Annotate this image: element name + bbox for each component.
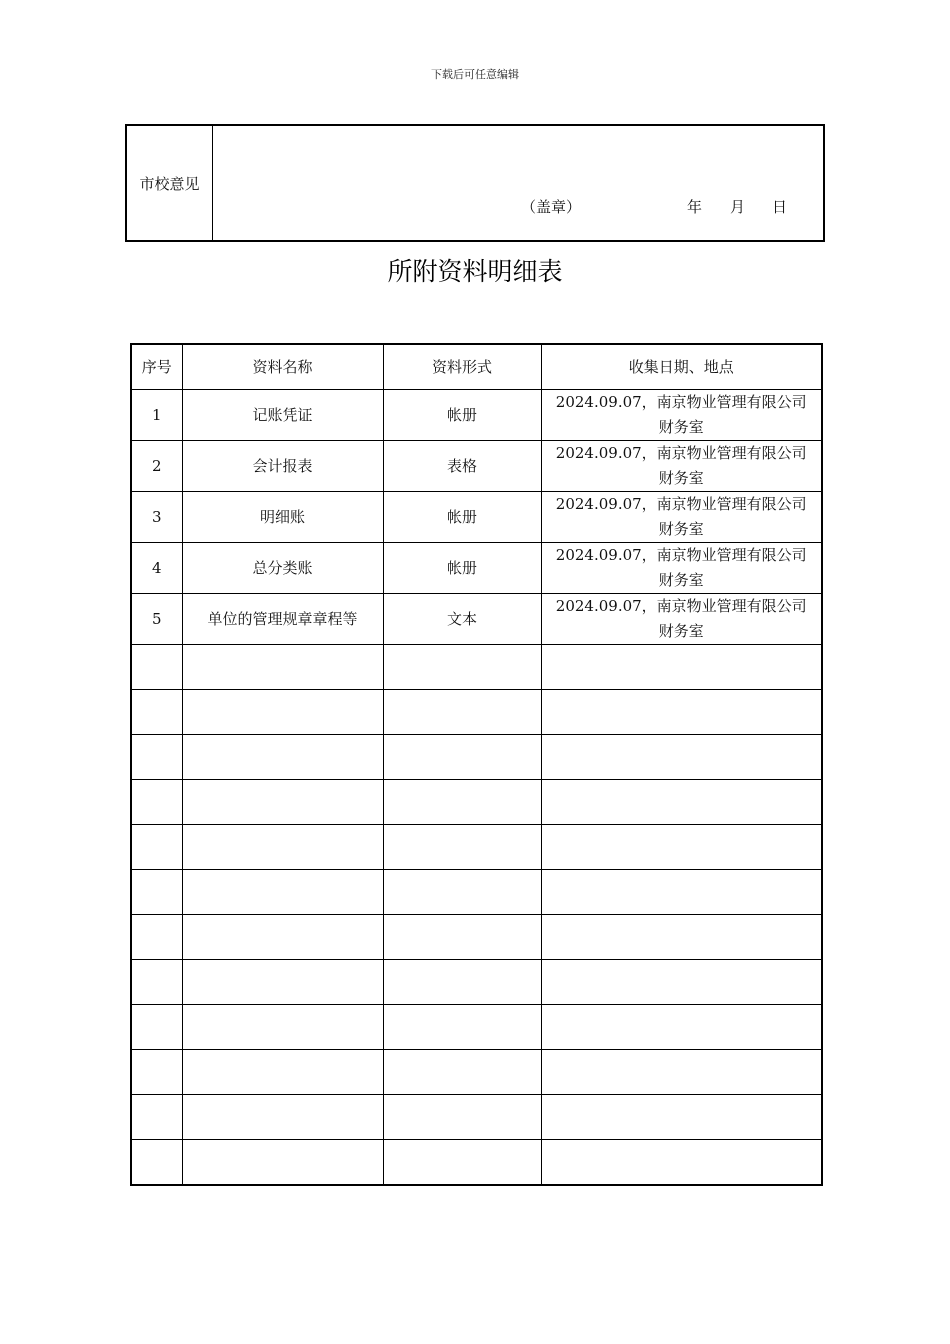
blank-row — [131, 1095, 822, 1140]
blank-cell — [541, 1005, 822, 1050]
place-line2: 财务室 — [658, 418, 704, 436]
cell-date-place — [541, 492, 822, 543]
blank-cell — [182, 690, 383, 735]
cell-date-place — [541, 543, 822, 594]
blank-cell — [541, 1140, 822, 1186]
blank-cell — [541, 690, 822, 735]
cell-form: 帐册 — [383, 390, 541, 441]
blank-row — [131, 1140, 822, 1186]
blank-cell — [383, 915, 541, 960]
cell-name: 记账凭证 — [182, 390, 383, 441]
blank-cell — [383, 825, 541, 870]
cell-date-place — [541, 594, 822, 645]
place-line2: 财务室 — [658, 469, 704, 487]
cell-no: 5 — [131, 594, 182, 645]
blank-cell — [383, 960, 541, 1005]
table-row — [131, 492, 822, 543]
cell-name: 明细账 — [182, 492, 383, 543]
cell-no: 1 — [131, 390, 182, 441]
cell-name: 会计报表 — [182, 441, 383, 492]
cell-date-place — [541, 390, 822, 441]
blank-cell — [131, 960, 182, 1005]
header-no: 序号 — [131, 344, 182, 390]
table-header-row — [131, 344, 822, 390]
header-form: 资料形式 — [383, 344, 541, 390]
blank-cell — [131, 870, 182, 915]
blank-cell — [182, 645, 383, 690]
blank-cell — [131, 1095, 182, 1140]
cell-no: 2 — [131, 441, 182, 492]
place-line2: 财务室 — [658, 571, 704, 589]
place-line1: 2024.09.07，南京物业管理有限公司 — [555, 393, 807, 411]
opinion-label: 市校意见 — [127, 126, 213, 240]
header-name: 资料名称 — [182, 344, 383, 390]
blank-cell — [383, 780, 541, 825]
blank-cell — [131, 735, 182, 780]
blank-cell — [541, 1095, 822, 1140]
cell-form: 文本 — [383, 594, 541, 645]
blank-row — [131, 915, 822, 960]
blank-cell — [383, 690, 541, 735]
blank-cell — [541, 870, 822, 915]
blank-cell — [131, 1005, 182, 1050]
cell-form: 帐册 — [383, 492, 541, 543]
place-line1: 2024.09.07，南京物业管理有限公司 — [555, 444, 807, 462]
blank-cell — [182, 780, 383, 825]
blank-cell — [541, 960, 822, 1005]
blank-cell — [131, 825, 182, 870]
cell-name: 单位的管理规章章程等 — [182, 594, 383, 645]
header-date-place: 收集日期、地点 — [541, 344, 822, 390]
blank-row — [131, 690, 822, 735]
month-label: 月 — [730, 198, 746, 216]
blank-row — [131, 1050, 822, 1095]
blank-cell — [131, 780, 182, 825]
blank-cell — [541, 1050, 822, 1095]
blank-cell — [131, 915, 182, 960]
blank-cell — [541, 825, 822, 870]
blank-cell — [131, 1050, 182, 1095]
page-title: 所附资料明细表 — [387, 257, 563, 286]
blank-cell — [131, 1140, 182, 1186]
header-note: 下载后可任意编辑 — [431, 68, 519, 81]
cell-form: 表格 — [383, 441, 541, 492]
blank-row — [131, 960, 822, 1005]
blank-cell — [541, 780, 822, 825]
blank-cell — [182, 1005, 383, 1050]
blank-cell — [182, 735, 383, 780]
place-line1: 2024.09.07，南京物业管理有限公司 — [555, 597, 807, 615]
blank-cell — [541, 735, 822, 780]
blank-row — [131, 645, 822, 690]
cell-name: 总分类账 — [182, 543, 383, 594]
place-line2: 财务室 — [658, 622, 704, 640]
blank-cell — [541, 645, 822, 690]
place-line1: 2024.09.07，南京物业管理有限公司 — [555, 546, 807, 564]
table-row — [131, 441, 822, 492]
blank-row — [131, 825, 822, 870]
seal-text: （盖章） — [521, 198, 582, 216]
blank-cell — [182, 1095, 383, 1140]
blank-row — [131, 735, 822, 780]
blank-cell — [383, 1095, 541, 1140]
blank-cell — [383, 1140, 541, 1186]
blank-cell — [131, 645, 182, 690]
blank-cell — [383, 645, 541, 690]
blank-row — [131, 1005, 822, 1050]
cell-no: 4 — [131, 543, 182, 594]
blank-cell — [383, 870, 541, 915]
opinion-box — [125, 124, 825, 242]
blank-cell — [383, 735, 541, 780]
blank-cell — [182, 870, 383, 915]
cell-no: 3 — [131, 492, 182, 543]
place-line2: 财务室 — [658, 520, 704, 538]
table-row — [131, 594, 822, 645]
table-row — [131, 390, 822, 441]
blank-cell — [383, 1050, 541, 1095]
day-label: 日 — [772, 198, 788, 216]
blank-cell — [182, 1050, 383, 1095]
place-line1: 2024.09.07，南京物业管理有限公司 — [555, 495, 807, 513]
blank-cell — [182, 1140, 383, 1186]
blank-cell — [131, 690, 182, 735]
blank-cell — [383, 1005, 541, 1050]
blank-row — [131, 870, 822, 915]
blank-cell — [182, 825, 383, 870]
year-label: 年 — [687, 198, 703, 216]
materials-table — [130, 343, 823, 1186]
blank-cell — [541, 915, 822, 960]
cell-date-place — [541, 441, 822, 492]
table-row — [131, 543, 822, 594]
blank-row — [131, 780, 822, 825]
blank-cell — [182, 960, 383, 1005]
cell-form: 帐册 — [383, 543, 541, 594]
blank-cell — [182, 915, 383, 960]
